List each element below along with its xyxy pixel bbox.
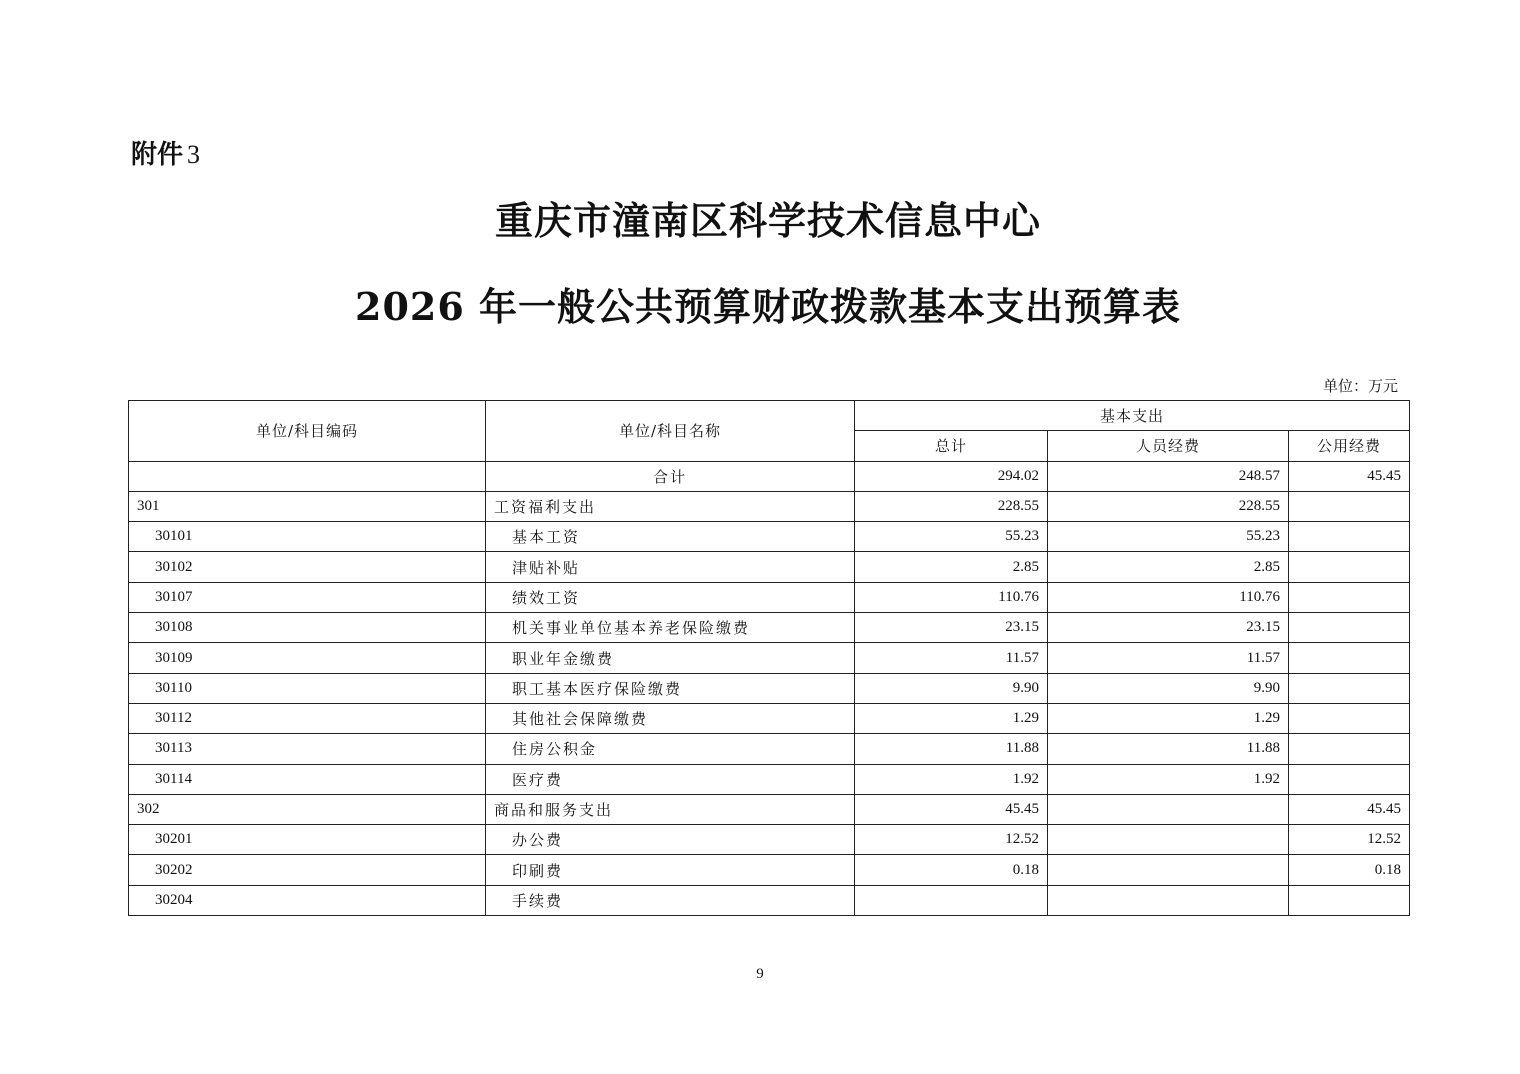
table-body [129,461,1410,915]
row-public [1289,734,1410,764]
row-code: 30102 [129,552,486,582]
row-name: 住房公积金 [486,734,855,764]
row-name: 绩效工资 [486,582,855,612]
row-code: 30108 [129,613,486,643]
row-public [1289,522,1410,552]
row-total: 9.90 [855,673,1048,703]
table-row [129,734,1410,764]
row-public [1289,764,1410,794]
table-row [129,643,1410,673]
row-name: 工资福利支出 [486,491,855,521]
row-code: 301 [129,491,486,521]
header-total: 总计 [855,431,1048,461]
row-personnel: 1.92 [1048,764,1289,794]
row-total: 55.23 [855,522,1048,552]
total-row-name: 合计 [486,461,855,491]
row-personnel: 110.76 [1048,582,1289,612]
row-code: 30107 [129,582,486,612]
row-personnel [1048,825,1289,855]
total-row-code [129,461,486,491]
row-code: 30101 [129,522,486,552]
header-name: 单位/科目名称 [486,401,855,462]
row-name: 办公费 [486,825,855,855]
row-code: 30110 [129,673,486,703]
row-code: 30202 [129,855,486,885]
total-row-personnel: 248.57 [1048,461,1289,491]
row-total: 0.18 [855,855,1048,885]
row-name: 职业年金缴费 [486,643,855,673]
header-personnel: 人员经费 [1048,431,1289,461]
row-code: 30201 [129,825,486,855]
header-code: 单位/科目编码 [129,401,486,462]
attachment-label [131,134,200,171]
unit-label: 单位：万元 [1322,377,1398,395]
budget-table [128,400,1410,916]
total-row-total: 294.02 [855,461,1048,491]
table-row [129,673,1410,703]
header-row-1 [129,401,1410,431]
row-personnel [1048,885,1289,915]
row-total: 228.55 [855,491,1048,521]
row-total: 1.92 [855,764,1048,794]
row-personnel: 2.85 [1048,552,1289,582]
row-code: 30113 [129,734,486,764]
row-personnel: 23.15 [1048,613,1289,643]
row-public: 45.45 [1289,794,1410,824]
row-public [1289,643,1410,673]
table-row [129,764,1410,794]
header-public: 公用经费 [1289,431,1410,461]
row-public: 0.18 [1289,855,1410,885]
table-row [129,552,1410,582]
table-row [129,522,1410,552]
row-name: 机关事业单位基本养老保险缴费 [486,613,855,643]
table-row [129,794,1410,824]
row-personnel [1048,855,1289,885]
attachment-text: 附件 [131,140,184,170]
row-public [1289,552,1410,582]
row-name: 其他社会保障缴费 [486,703,855,733]
row-personnel: 11.88 [1048,734,1289,764]
row-total: 11.88 [855,734,1048,764]
table-row [129,582,1410,612]
row-name: 手续费 [486,885,855,915]
table-row [129,491,1410,521]
table-row [129,885,1410,915]
row-total: 45.45 [855,794,1048,824]
row-total: 110.76 [855,582,1048,612]
row-name: 职工基本医疗保险缴费 [486,673,855,703]
row-name: 商品和服务支出 [486,794,855,824]
row-personnel: 55.23 [1048,522,1289,552]
row-public [1289,491,1410,521]
row-personnel [1048,794,1289,824]
row-personnel: 1.29 [1048,703,1289,733]
total-row-public: 45.45 [1289,461,1410,491]
row-total [855,885,1048,915]
page-number: 9 [756,966,764,982]
row-public [1289,885,1410,915]
table-row [129,703,1410,733]
row-personnel: 228.55 [1048,491,1289,521]
table-row [129,613,1410,643]
table-header [129,401,1410,462]
row-public [1289,582,1410,612]
row-public [1289,613,1410,643]
table-row [129,855,1410,885]
total-row [129,461,1410,491]
row-public [1289,703,1410,733]
attachment-number: 3 [187,140,201,169]
row-total: 23.15 [855,613,1048,643]
row-code: 30109 [129,643,486,673]
row-code: 30112 [129,703,486,733]
row-name: 医疗费 [486,764,855,794]
row-public: 12.52 [1289,825,1410,855]
row-code: 30204 [129,885,486,915]
header-basic-expenditure: 基本支出 [855,401,1410,431]
row-total: 1.29 [855,703,1048,733]
row-code: 302 [129,794,486,824]
row-total: 2.85 [855,552,1048,582]
document-title-line1: 重庆市潼南区科学技术信息中心 [494,198,1041,243]
table-row [129,825,1410,855]
row-public [1289,673,1410,703]
row-name: 印刷费 [486,855,855,885]
row-personnel: 9.90 [1048,673,1289,703]
row-total: 11.57 [855,643,1048,673]
row-total: 12.52 [855,825,1048,855]
row-name: 津贴补贴 [486,552,855,582]
row-name: 基本工资 [486,522,855,552]
document-title-line2: 2026 年一般公共预算财政拨款基本支出预算表 [355,284,1181,329]
row-code: 30114 [129,764,486,794]
row-personnel: 11.57 [1048,643,1289,673]
